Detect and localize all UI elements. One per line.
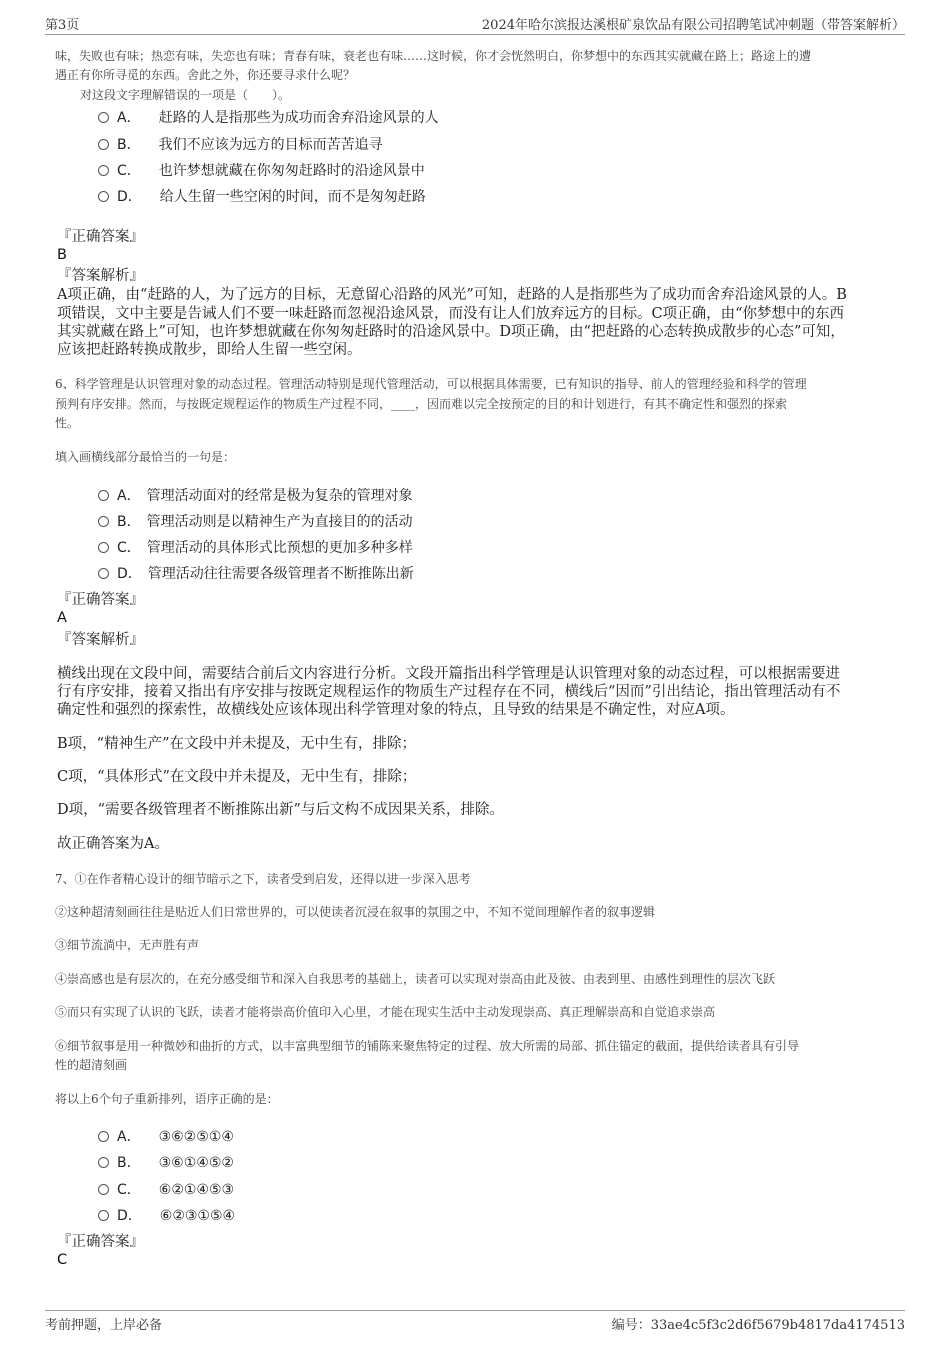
q7-sentence-1: 7、①在作者精心设计的细节暗示之下，读者受到启发，还得以进一步深入思考 (55, 872, 471, 886)
q5-option-a[interactable]: A． 赶路的人是指那些为成功而舍弃沿途风景的人 (98, 107, 439, 127)
header-divider (45, 34, 905, 35)
q6-answer-heading: 『正确答案』 (57, 592, 144, 608)
footer-slogan: 考前押题，上岸必备 (45, 1318, 163, 1333)
radio-icon[interactable] (98, 542, 109, 553)
q6-answer: A (57, 610, 67, 626)
q6-option-d[interactable]: D． 管理活动往往需要各级管理者不断推陈出新 (98, 563, 414, 583)
q7-option-d[interactable]: D． ⑥②③①⑤④ (98, 1205, 235, 1225)
radio-icon[interactable] (98, 1184, 109, 1195)
q6-analysis-b: B项，“精神生产”在文段中并未提及，无中生有，排除； (57, 736, 416, 752)
q6-stem-line2: 预判有序安排。然而，与按既定规程运作的物质生产过程不同，____，因而难以完全按预定的目的和计划进行，有其不确定性和强烈的探索 (55, 397, 788, 411)
q6-analysis-c: C项，“具体形式”在文段中并未提及，无中生有，排除； (57, 769, 417, 785)
option-text: 管理活动面对的经常是极为复杂的管理对象 (146, 488, 413, 504)
option-text: 也许梦想就藏在你匆匆赶路时的沿途风景中 (158, 163, 425, 179)
q7-answer: C (57, 1252, 68, 1268)
q7-option-a[interactable]: A． ③⑥②⑤①④ (98, 1126, 234, 1146)
radio-icon[interactable] (98, 1131, 109, 1142)
radio-icon[interactable] (98, 112, 109, 123)
q5-passage-line1: 味，失败也有味；热恋有味，失恋也有味；青春有味，衰老也有味……这时候，你才会恍然明白，你梦想中的东西其实就藏在路上；路途上的遭 (55, 49, 812, 63)
q5-option-c[interactable]: C． 也许梦想就藏在你匆匆赶路时的沿途风景中 (98, 160, 425, 180)
q6-analysis-line2: 行有序安排，接着又指出有序安排与按既定规程运作的物质生产过程存在不同，横线后“因而”引出结论，指出管理活动有不 (57, 684, 841, 700)
radio-icon[interactable] (98, 1210, 109, 1221)
q6-analysis-line1: 横线出现在文段中间，需要结合前后文内容进行分析。文段开篇指出科学管理是认识管理对象的动态过程，可以根据需要进 (57, 666, 840, 682)
option-text: 赶路的人是指那些为成功而舍弃沿途风景的人 (158, 110, 439, 126)
q7-option-c[interactable]: C． ⑥②①④⑤③ (98, 1179, 234, 1199)
q6-analysis-d: D项，“需要各级管理者不断推陈出新”与后文构不成因果关系，排除。 (57, 802, 504, 818)
radio-icon[interactable] (98, 516, 109, 527)
q7-sentence-4: ④崇高感也是有层次的，在充分感受细节和深入自我思考的基础上，读者可以实现对崇高由此及彼、由表到里、由感性到理性的层次飞跃 (55, 972, 776, 986)
q5-option-d[interactable]: D． 给人生留一些空闲的时间，而不是匆匆赶路 (98, 186, 426, 206)
q6-prompt: 填入画横线部分最恰当的一句是： (55, 450, 236, 464)
q6-option-b[interactable]: B． 管理活动则是以精神生产为直接目的的活动 (98, 511, 413, 531)
radio-icon[interactable] (98, 139, 109, 150)
radio-icon[interactable] (98, 1157, 109, 1168)
q6-stem-line1: 6、科学管理是认识管理对象的动态过程。管理活动特别是现代管理活动，可以根据具体需要，已有知识的指导、前人的管理经验和科学的管理 (55, 377, 807, 391)
q5-analysis-line1: A项正确，由“赶路的人，为了远方的目标，无意留心沿路的风光”可知，赶路的人是指那些为了成功而舍弃沿途风景的人。B (57, 287, 847, 303)
q7-prompt: 将以上6个句子重新排列，语序正确的是： (55, 1092, 279, 1106)
footer-document-id: 编号：33ae4c5f3c2d6f5679b4817da4174513 (611, 1318, 905, 1333)
q7-sentence-3: ③细节流淌中，无声胜有声 (55, 938, 200, 952)
option-text: 管理活动往往需要各级管理者不断推陈出新 (147, 566, 414, 582)
radio-icon[interactable] (98, 165, 109, 176)
q6-option-c[interactable]: C． 管理活动的具体形式比预想的更加多种多样 (98, 537, 413, 557)
option-text: ③⑥②⑤①④ (158, 1129, 234, 1145)
q6-analysis-heading: 『答案解析』 (57, 632, 144, 648)
radio-icon[interactable] (98, 568, 109, 579)
footer-divider (45, 1310, 905, 1311)
radio-icon[interactable] (98, 191, 109, 202)
q5-answer-heading: 『正确答案』 (57, 229, 144, 245)
q7-sentence-6-line1: ⑥细节叙事是用一种微妙和曲折的方式，以丰富典型细节的铺陈来聚焦特定的过程、放大所需的局部、抓住锚定的截面，提供给读者具有引导 (55, 1039, 800, 1053)
q7-sentence-2: ②这种超清刻画往往是贴近人们日常世界的，可以使读者沉浸在叙事的氛围之中，不知不觉间理解作者的叙事逻辑 (55, 905, 656, 919)
q6-option-a[interactable]: A． 管理活动面对的经常是极为复杂的管理对象 (98, 485, 413, 505)
radio-icon[interactable] (98, 490, 109, 501)
q7-option-b[interactable]: B． ③⑥①④⑤② (98, 1152, 234, 1172)
q5-analysis-line2: 项错误，文中主要是告诫人们不要一味赶路而忽视沿途风景，而没有让人们放弃远方的目标。C项正确，由“你梦想中的东西 (57, 306, 845, 322)
q6-stem-line3: 性。 (55, 416, 80, 430)
q5-passage-line2: 遇正有你所寻觅的东西。舍此之外，你还要寻求什么呢？ (55, 68, 356, 82)
q7-sentence-5: ⑤而只有实现了认识的飞跃，读者才能将崇高价值印入心里，才能在现实生活中主动发现崇高、真正理解崇高和自觉追求崇高 (55, 1005, 716, 1019)
document-title: 2024年哈尔滨报达溪根矿泉饮品有限公司招聘笔试冲刺题（带答案解析） (481, 18, 905, 33)
q5-analysis-heading: 『答案解析』 (57, 268, 144, 284)
page-number: 第3页 (45, 18, 80, 33)
q6-conclusion: 故正确答案为A。 (57, 836, 169, 852)
q5-option-b[interactable]: B． 我们不应该为远方的目标而苦苦追寻 (98, 134, 383, 154)
q5-answer: B (57, 247, 67, 263)
option-text: 我们不应该为远方的目标而苦苦追寻 (158, 137, 383, 153)
option-text: ③⑥①④⑤② (158, 1155, 234, 1171)
option-text: ⑥②①④⑤③ (158, 1182, 235, 1198)
option-text: 管理活动则是以精神生产为直接目的的活动 (146, 514, 413, 530)
q7-answer-heading: 『正确答案』 (57, 1234, 144, 1250)
q5-analysis-line3: 其实就藏在路上”可知，也许梦想就藏在你匆匆赶路时的沿途风景中。D项正确，由“把赶路的心态转换成散步的心态”可知， (57, 324, 845, 340)
q5-analysis-line4: 应该把赶路转换成散步，即给人生留一些空闲。 (57, 342, 362, 358)
option-text: 管理活动的具体形式比预想的更加多种多样 (146, 540, 413, 556)
q7-sentence-6-line2: 性的超清刻画 (55, 1058, 128, 1072)
q6-analysis-line3: 确定性和强烈的探索性，故横线处应该体现出科学管理对象的特点，且导致的结果是不确定性，对应A项。 (57, 702, 735, 718)
option-text: 给人生留一些空闲的时间，而不是匆匆赶路 (159, 189, 426, 205)
option-text: ⑥②③①⑤④ (159, 1208, 236, 1224)
q5-prompt: 对这段文字理解错误的一项是（ ）。 (80, 88, 291, 102)
